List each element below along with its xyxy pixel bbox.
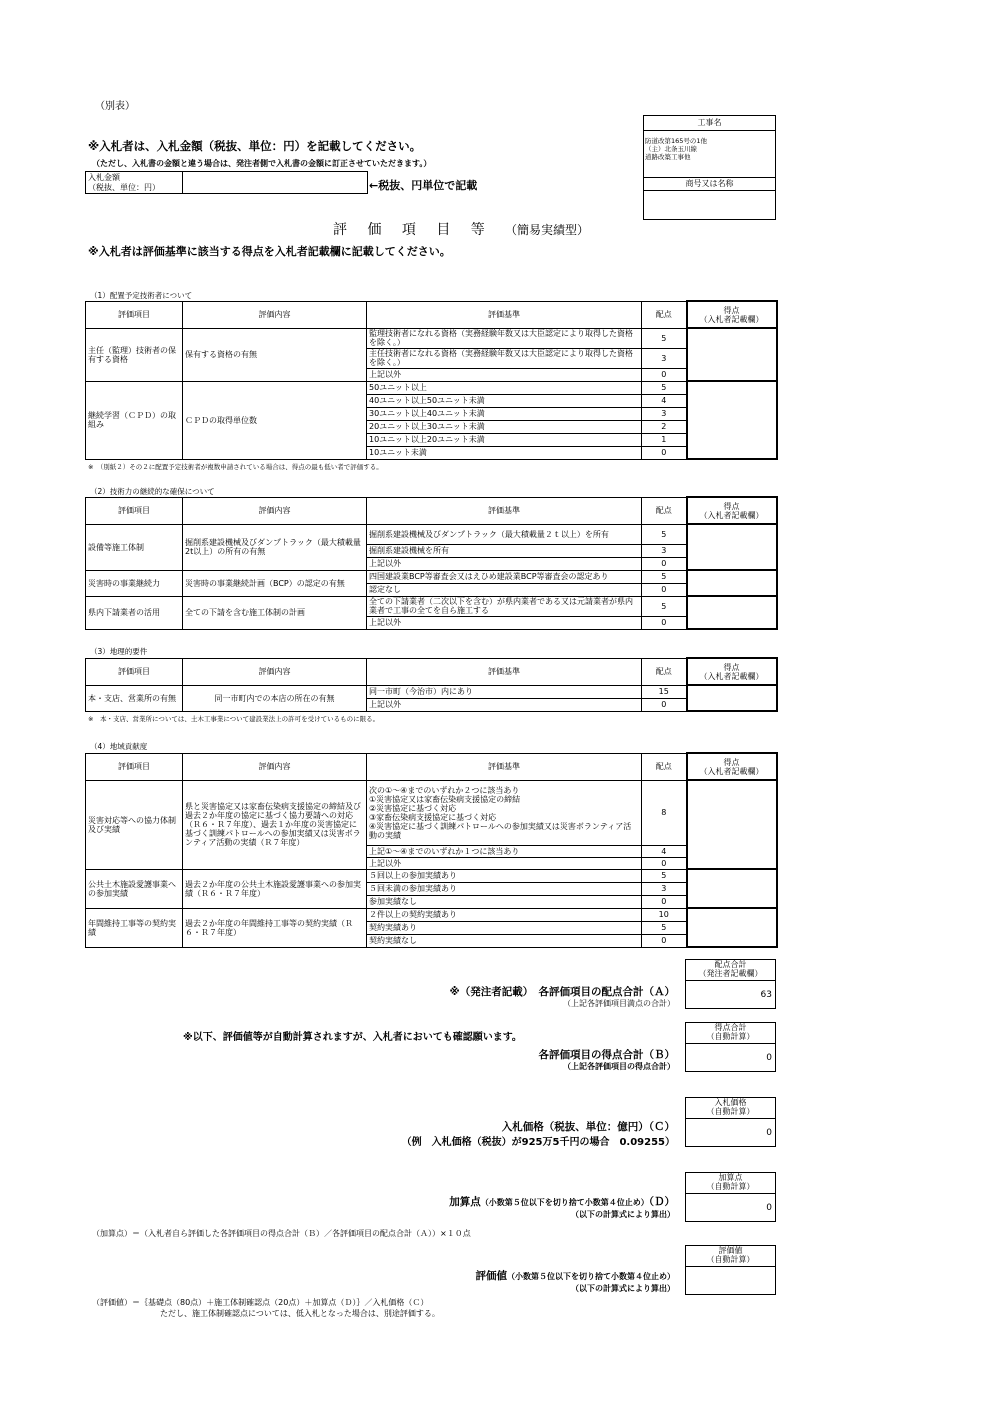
s2-r1-criteria2: 掘削系建設機械を所有 — [367, 544, 642, 557]
s1-r1-content: 保有する資格の有無 — [183, 328, 367, 381]
bonus-points-header: 加算点 （自動計算） — [686, 1173, 775, 1194]
s2-r2-content: 災害時の事業継続計画（BCP）の認定の有無 — [183, 570, 367, 596]
s3-r1-item: 本・支店、営業所の有無 — [86, 685, 183, 711]
total-points-label: ※（発注者記載） 各評価項目の配点合計（Ａ） — [449, 986, 675, 998]
s2-r2-points2: 0 — [642, 583, 687, 596]
s1-r2-score[interactable] — [687, 381, 777, 459]
s1-r2-points1: 5 — [642, 381, 687, 394]
header-score: 得点 （入札者記載欄） — [687, 301, 777, 328]
s2-r1-score[interactable] — [687, 524, 777, 570]
s2-r3-content: 全ての下請を含む施工体制の計画 — [183, 596, 367, 629]
s3-r1-points1: 15 — [642, 685, 687, 698]
bonus-points-box — [685, 1172, 776, 1222]
header-points: 配点 — [642, 497, 687, 524]
s2-r2-points1: 5 — [642, 570, 687, 583]
s1-r1-item: 主任（監理）技術者の保有する資格 — [86, 328, 183, 381]
s2-r3-item: 県内下請業者の活用 — [86, 596, 183, 629]
s2-r1-points1: 5 — [642, 524, 687, 544]
s4-r3-points2: 5 — [642, 921, 687, 934]
s2-r1-points3: 0 — [642, 557, 687, 570]
s4-r2-criteria2: ５回未満の参加実績あり — [367, 882, 642, 895]
header-criteria: 評価基準 — [367, 658, 642, 685]
s4-r2-points1: 5 — [642, 869, 687, 882]
section2-title: （2）技術力の継続的な確保について — [90, 487, 215, 496]
work-name-header: 工事名 — [644, 116, 775, 131]
header-item: 評価項目 — [86, 753, 183, 780]
score-total-sub: （上記各評価項目の得点合計） — [563, 1062, 675, 1071]
s2-r3-criteria1: 全ての下請業者（二次以下を含む）が県内業者である又は元請業者が県内業者で工事の全てを自ら施工する — [367, 596, 642, 616]
total-points-sub: （上記各評価項目満点の合計） — [563, 999, 675, 1008]
header-points: 配点 — [642, 301, 687, 328]
header-criteria: 評価基準 — [367, 497, 642, 524]
s1-r2-criteria1: 50ユニット以上 — [367, 381, 642, 394]
header-score: 得点 （入札者記載欄） — [687, 658, 777, 685]
section2-table — [85, 496, 778, 630]
s3-r1-points2: 0 — [642, 698, 687, 711]
evaluation-value-sub: （以下の計算式により算出） — [571, 1284, 675, 1293]
bessi-label: （別表） — [95, 101, 135, 112]
s2-r2-item: 災害時の事業継続力 — [86, 570, 183, 596]
s1-r2-points3: 3 — [642, 407, 687, 420]
evaluation-value-label: 評価値（小数第５位以下を切り捨て小数第４位止め） — [475, 1270, 675, 1282]
s3-r1-criteria1: 同一市町（今治市）内にあり — [367, 685, 642, 698]
s2-r2-score[interactable] — [687, 570, 777, 596]
section1-title: （1）配置予定技術者について — [90, 291, 193, 300]
s4-r1-points2: 4 — [642, 845, 687, 857]
s1-r1-criteria2: 主任技術者になれる資格（実務経験年数又は大臣認定により取得した資格を除く。） — [367, 348, 642, 368]
s1-r1-criteria3: 上記以外 — [367, 368, 642, 381]
s3-r1-criteria2: 上記以外 — [367, 698, 642, 711]
s1-r2-criteria5: 10ユニット以上20ユニット未満 — [367, 433, 642, 446]
work-name: 防道改第165号の1他 （主）北条玉川線 道路改築工事他 — [644, 131, 775, 178]
header-criteria: 評価基準 — [367, 301, 642, 328]
amount-hint: ←税抜、円単位で記載 — [369, 179, 478, 192]
header-item: 評価項目 — [86, 497, 183, 524]
total-points-value: 63 — [760, 990, 772, 1000]
section3-title: （3）地理的要件 — [90, 647, 148, 656]
s4-r2-points2: 3 — [642, 882, 687, 895]
bid-price-box — [685, 1097, 776, 1147]
bid-price-value: 0 — [766, 1128, 772, 1138]
header-score: 得点 （入札者記載欄） — [687, 497, 777, 524]
s2-r3-score[interactable] — [687, 596, 777, 629]
bonus-points-sub: （以下の計算式により算出） — [571, 1210, 675, 1219]
total-points-box — [685, 959, 776, 1009]
s4-r2-score[interactable] — [687, 869, 777, 908]
work-info-box — [643, 115, 776, 220]
s4-r3-content: 過去２か年度の年間維持工事等の契約実績（Ｒ６・Ｒ７年度） — [183, 908, 367, 947]
header-criteria: 評価基準 — [367, 753, 642, 780]
s1-r2-criteria3: 30ユニット以上40ユニット未満 — [367, 407, 642, 420]
trade-name-field[interactable] — [644, 191, 775, 225]
header-item: 評価項目 — [86, 658, 183, 685]
s2-r1-criteria1: 掘削系建設機械及びダンプトラック（最大積載量２ｔ以上）を所有 — [367, 524, 642, 544]
s4-r1-points3: 0 — [642, 857, 687, 869]
header-points: 配点 — [642, 753, 687, 780]
evaluation-formula-note: ただし、施工体制確認点については、低入札となった場合は、別途評価する。 — [160, 1309, 440, 1318]
section1-note: ※ （別紙２）その２に配置予定技術者が複数申請されている場合は、得点の最も低い者で評価する。 — [88, 463, 383, 471]
section1-table — [85, 300, 778, 460]
trade-name-header: 商号又は名称 — [644, 178, 775, 191]
header-content: 評価内容 — [183, 658, 367, 685]
header-item: 評価項目 — [86, 301, 183, 328]
s2-r1-item: 設備等施工体制 — [86, 524, 183, 570]
s4-r2-item: 公共土木施設愛護事業への参加実績 — [86, 869, 183, 908]
bonus-formula: （加算点）＝（入札者自ら評価した各評価項目の得点合計（Ｂ）／各評価項目の配点合計（Ａ））×１０点 — [92, 1229, 471, 1238]
s1-r2-criteria4: 20ユニット以上30ユニット未満 — [367, 420, 642, 433]
s2-r3-points2: 0 — [642, 616, 687, 629]
score-total-box — [685, 1022, 776, 1072]
evaluation-value-header: 評価値 （自動計算） — [686, 1246, 775, 1267]
notice-amount: ※入札者は、入札金額（税抜、単位：円）を記載してください。 — [88, 139, 422, 153]
s4-r1-points1: 8 — [642, 780, 687, 845]
s4-r1-criteria1: 次の①～④までのいずれか２つに該当あり ①災害協定又は家畜伝染病支援協定の締結 ②災害協定に基づく対応 ③家畜伝染病支援協定に基づく対応 ④災害協定に基づく訓練パトロールへの参加実績又は災害ボランティア活動の実績 — [367, 780, 642, 845]
amount-input[interactable] — [183, 172, 368, 194]
s4-r2-points3: 0 — [642, 895, 687, 908]
s4-r3-score[interactable] — [687, 908, 777, 947]
bid-price-header: 入札価格 （自動計算） — [686, 1098, 775, 1119]
s1-r2-points5: 1 — [642, 433, 687, 446]
s1-r1-score[interactable] — [687, 328, 777, 381]
s4-r3-criteria2: 契約実績あり — [367, 921, 642, 934]
page-subtitle: （簡易実績型） — [505, 223, 590, 237]
s2-r3-points1: 5 — [642, 596, 687, 616]
header-content: 評価内容 — [183, 497, 367, 524]
s2-r1-points2: 3 — [642, 544, 687, 557]
header-points: 配点 — [642, 658, 687, 685]
score-total-label: 各評価項目の得点合計（Ｂ） — [538, 1049, 675, 1061]
s1-r1-points1: 5 — [642, 328, 687, 348]
s2-r2-criteria1: 四国建設業BCP等審査会又はえひめ建設業BCP等審査会の認定あり — [367, 570, 642, 583]
s4-r1-score[interactable] — [687, 780, 777, 869]
s1-r2-points2: 4 — [642, 394, 687, 407]
page-title: 評 価 項 目 等 — [333, 222, 493, 238]
bonus-points-value: 0 — [766, 1203, 772, 1213]
s4-r2-content: 過去２か年度の公共土木施設愛護事業への参加実績（Ｒ６・Ｒ７年度） — [183, 869, 367, 908]
s1-r2-content: ＣＰＤの取得単位数 — [183, 381, 367, 459]
s4-r1-criteria3: 上記以外 — [367, 857, 642, 869]
bid-price-example: （例 入札価格（税抜）が925万5千円の場合 0.09255） — [401, 1137, 675, 1148]
s3-r1-content: 同一市町内での本店の所在の有無 — [183, 685, 367, 711]
header-content: 評価内容 — [183, 301, 367, 328]
s4-r3-item: 年間維持工事等の契約実績 — [86, 908, 183, 947]
s3-r1-score[interactable] — [687, 685, 777, 711]
section3-table — [85, 657, 778, 712]
s4-r2-criteria3: 参加実績なし — [367, 895, 642, 908]
score-total-value: 0 — [766, 1053, 772, 1063]
bid-price-label: 入札価格（税抜、単位：億円）（Ｃ） — [501, 1121, 675, 1133]
s4-r1-criteria2: 上記①～④までのいずれか１つに該当あり — [367, 845, 642, 857]
section3-note: ※ 本・支店、営業所については、土木工事業について建設業法上の許可を受けているものに限る。 — [88, 715, 380, 723]
score-total-header: 得点合計 （自動計算） — [686, 1023, 775, 1044]
notice-score: ※入札者は評価基準に該当する得点を入札者記載欄に記載してください。 — [88, 245, 451, 258]
total-points-header: 配点合計 （発注者記載欄） — [686, 960, 775, 981]
s4-r3-points3: 0 — [642, 934, 687, 947]
amount-label: 入札金額 （税抜、単位：円） — [86, 172, 183, 194]
s4-r1-content: 県と災害協定又は家畜伝染病支援協定の締結及び過去２か年度の協定に基づく協力要請への対応（Ｒ６・Ｒ７年度）、過去１か年度の災害協定に基づく訓練パトロールへの参加実績又は災害ボランティア活動の実績（Ｒ７年度） — [183, 780, 367, 869]
section4-title: （4）地域貢献度 — [90, 742, 148, 751]
header-content: 評価内容 — [183, 753, 367, 780]
s4-r3-criteria3: 契約実績なし — [367, 934, 642, 947]
s1-r1-points3: 0 — [642, 368, 687, 381]
header-score: 得点 （入札者記載欄） — [687, 753, 777, 780]
amount-table — [85, 171, 368, 194]
s2-r1-content: 掘削系建設機械及びダンプトラック（最大積載量2t以上）の所有の有無 — [183, 524, 367, 570]
s4-r3-criteria1: ２件以上の契約実績あり — [367, 908, 642, 921]
s1-r2-criteria6: 10ユニット未満 — [367, 446, 642, 459]
s1-r2-points4: 2 — [642, 420, 687, 433]
s1-r2-points6: 0 — [642, 446, 687, 459]
s2-r2-criteria2: 認定なし — [367, 583, 642, 596]
s2-r1-criteria3: 上記以外 — [367, 557, 642, 570]
auto-calc-notice: ※以下、評価値等が自動計算されますが、入札者においても確認願います。 — [183, 1032, 522, 1043]
s4-r2-criteria1: ５回以上の参加実績あり — [367, 869, 642, 882]
s1-r1-points2: 3 — [642, 348, 687, 368]
s2-r3-criteria2: 上記以外 — [367, 616, 642, 629]
s1-r2-criteria2: 40ユニット以上50ユニット未満 — [367, 394, 642, 407]
bonus-points-label: 加算点（小数第５位以下を切り捨て小数第４位止め）（Ｄ） — [449, 1196, 675, 1208]
section4-table — [85, 752, 778, 948]
s4-r3-points1: 10 — [642, 908, 687, 921]
s1-r2-item: 継続学習（ＣＰＤ）の取組み — [86, 381, 183, 459]
s1-r1-criteria1: 監理技術者になれる資格（実務経験年数又は大臣認定により取得した資格を除く。） — [367, 328, 642, 348]
notice-correction: （ただし、入札書の金額と違う場合は、発注者側で入札書の金額に訂正させていただきます。） — [92, 159, 432, 168]
evaluation-value-box — [685, 1245, 776, 1295]
s4-r1-item: 災害対応等への協力体制及び実績 — [86, 780, 183, 869]
evaluation-formula: （評価値）＝｛基礎点（80点）＋施工体制確認点（20点）＋加算点（Ｄ）｝／入札価格（Ｃ） — [92, 1298, 429, 1307]
